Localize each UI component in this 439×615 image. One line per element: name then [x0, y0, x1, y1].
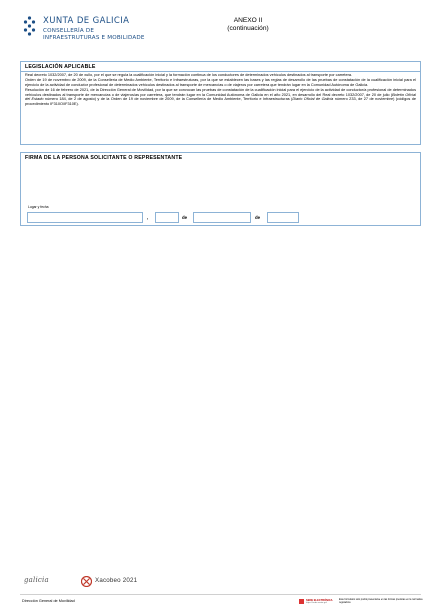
footer-divider	[20, 594, 421, 595]
page-header	[22, 14, 422, 54]
department-line-1: CONSELLERÍA DE	[43, 28, 95, 34]
legislation-text: número 233, de 27 de noviembre) (códigos de procedimiento IF310O/IF310E).	[25, 97, 416, 106]
electronic-office-badge	[299, 598, 337, 606]
day-field[interactable]	[155, 212, 179, 223]
legislation-text: número 184, de 2 de agosto) y de la Orden de 19 de noviembre de 2009, de la Consellería de Medio Ambiente, Territorio e Infraestructuras (	[43, 97, 293, 102]
legislation-text: Resolución de 16 de febrero de 2021, de la Dirección General de Movilidad, por la que se convocan las pruebas de constatación de la cualificación inicial para el ejercicio de la actividad de conductor/a profesional de determinados vehículos destinados al transporte de mercancías o de viajeros/as por carretera, que tendrán lugar en la Comunidad Autónoma de Galicia en el año 2021, en desarrollo del Real decreto 1032/2007, de 20 de julio (	[25, 87, 416, 97]
place-field[interactable]	[27, 212, 143, 223]
month-field[interactable]	[193, 212, 251, 223]
footer-note: Este formulario solo podrá presentarse en las formas previstas en la normativa reguladora	[339, 598, 423, 604]
annex-title: ANEXO II	[233, 17, 263, 24]
department-name	[43, 28, 145, 42]
footer-logos	[24, 574, 224, 590]
footer-notice	[299, 598, 425, 610]
section-divider	[21, 71, 420, 72]
legislation-journal-boe: Boletín Oficial del Estado	[25, 92, 416, 102]
legislation-paragraph: Orden de 19 de novembro de 2009, de la Consellería de Medio Ambiente, Territorio e Infraestruturas, por la que se establecen las bases y las reglas de desarrollo de las pruebas de constatación de la cualificación inicial para el ejercicio de la actividad de conductor profesional de determinados vehículos destinados al transporte de mercancías o de viajeros por carretera que tendrán lugar en la Comunidad Autónoma de Galicia.	[25, 78, 416, 87]
legislation-paragraph: Real decreto 1032/2007, de 20 de xullo, por el que se regula la cualificación inicial y la formación continua de los conductores de determinados vehículos destinados al transporte por carretera.	[25, 73, 353, 77]
signature-title: FIRMA DE LA PERSONA SOLICITANTE O REPRESENTANTE	[25, 155, 183, 161]
xacobeo-logo-text: Xacobeo 2021	[95, 577, 138, 584]
year-field[interactable]	[267, 212, 299, 223]
badge-label: SEDE ELECTRÓNICA	[306, 599, 333, 602]
place-date-label: Lugar y fecha	[28, 205, 49, 209]
department-line-2: INFRAESTRUTURAS E MOBILIDADE	[43, 35, 145, 41]
footer-department: Dirección General de Movilidad	[22, 599, 75, 603]
legislation-title: LEGISLACIÓN APLICABLE	[25, 64, 96, 70]
legislation-section	[20, 61, 421, 145]
comma-separator: ,	[147, 215, 149, 220]
signature-section	[20, 152, 421, 226]
galicia-logo: galicia	[24, 576, 49, 584]
xacobeo-logo-icon	[81, 576, 92, 587]
xunta-cross-icon	[22, 16, 37, 36]
legislation-body	[25, 73, 416, 107]
badge-url: https://sede.xunta.gal	[306, 602, 327, 604]
de-separator: de	[182, 215, 188, 220]
xunta-logo-text: XUNTA DE GALICIA	[43, 16, 130, 26]
legislation-journal-dog: Diario Oficial de Galicia	[292, 97, 334, 102]
annex-subtitle: (continuación)	[227, 25, 269, 32]
de-separator: de	[255, 215, 261, 220]
badge-icon	[299, 599, 304, 604]
legislation-paragraph	[25, 88, 416, 106]
